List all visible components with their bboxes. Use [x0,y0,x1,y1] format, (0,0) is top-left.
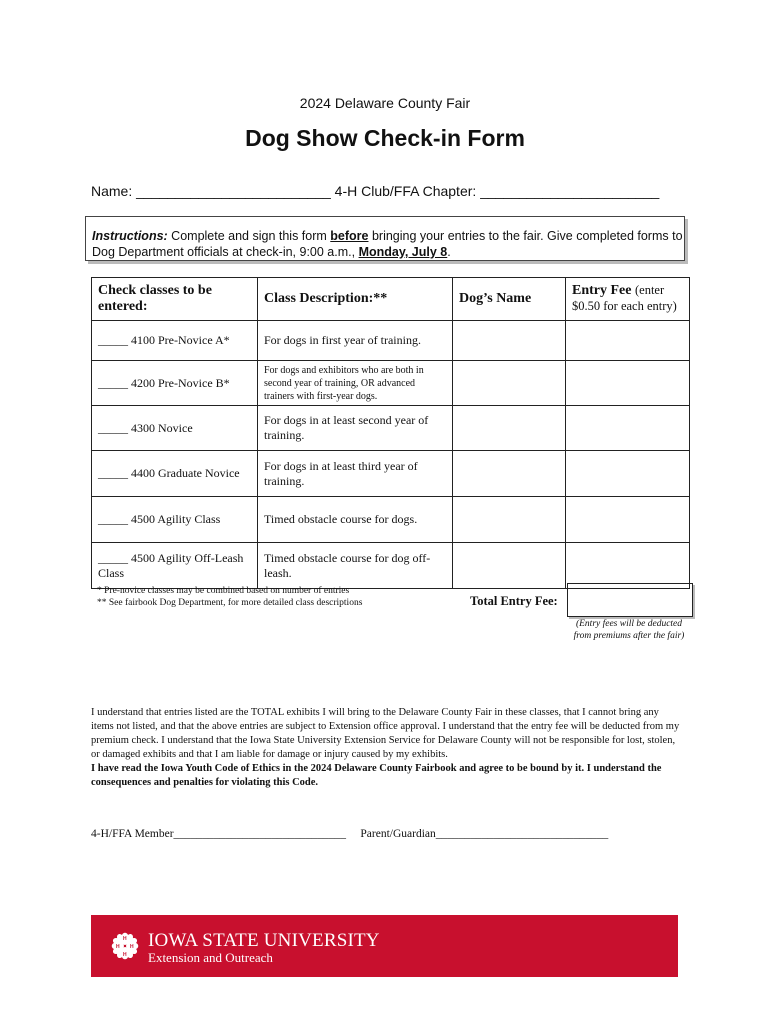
table-row [92,497,690,543]
fee-deduction-note: (Entry fees will be deducted from premiums after the fair) [573,619,685,641]
svg-text:H: H [116,944,120,950]
instructions-text: Complete and sign this form [167,229,331,243]
agreement-text [91,706,681,790]
class-cell[interactable]: _____ 4500 Agility Off-Leash Class [92,543,258,589]
dog-name-cell[interactable] [453,451,566,497]
instructions-box [85,216,685,261]
name-club-line [91,183,659,199]
table-row [92,543,690,589]
name-label: Name: [91,183,133,199]
fee-cell[interactable] [566,361,690,406]
header-classes: Check classes to be entered: [92,278,258,321]
instructions-label: Instructions: [92,229,168,243]
fee-cell[interactable] [566,451,690,497]
class-cell[interactable]: _____ 4400 Graduate Novice [92,451,258,497]
table-row [92,451,690,497]
description-cell: For dogs in first year of training. [258,321,453,361]
isu-wordmark: IOWA STATE UNIVERSITY [148,930,380,951]
dog-name-cell[interactable] [453,497,566,543]
isu-footer-band [91,915,678,977]
table-header-row [92,278,690,321]
table-notes [97,585,362,609]
note-fairbook: ** See fairbook Dog Department, for more detailed class descriptions [97,598,363,608]
svg-text:H: H [123,952,127,958]
signature-line [91,828,608,840]
check-in-date: Monday, July 8 [358,245,448,259]
table-row [92,361,690,406]
description-cell: For dogs in at least third year of training. [258,451,453,497]
fair-title: 2024 Delaware County Fair [299,95,471,111]
guardian-signature-field[interactable]: Parent/Guardian______________________________ [360,828,609,840]
header-fee-note: (enter $0.50 for each entry) [572,283,677,313]
svg-text:H: H [130,944,134,950]
header-description: Class Description:** [258,278,453,321]
class-cell[interactable]: _____ 4200 Pre-Novice B* [92,361,258,406]
header-fee-label: Entry Fee [572,283,632,298]
isu-unit-name: Extension and Outreach [148,950,273,965]
fee-cell[interactable] [566,543,690,589]
dog-name-cell[interactable] [453,406,566,451]
header-dog-name: Dog’s Name [453,278,566,321]
description-cell: For dogs and exhibitors who are both in second year of training, OR advanced trainers with first-year dogs. [258,361,453,406]
fee-cell[interactable] [566,406,690,451]
instructions-text-2: bringing your entries to the fair. Give completed forms to Dog Department officials at check-in, 9:00 a.m., [92,229,683,259]
name-field[interactable]: _________________________ [136,183,331,199]
description-cell: Timed obstacle course for dogs. [258,497,453,543]
fee-cell[interactable] [566,497,690,543]
4h-clover-icon [108,929,142,963]
class-cell[interactable]: _____ 4300 Novice [92,406,258,451]
dog-name-cell[interactable] [453,543,566,589]
instructions-end: . [447,245,451,259]
entry-table [91,277,690,589]
svg-text:H: H [123,936,127,942]
form-title: Dog Show Check-in Form [245,125,525,151]
total-fee-label: Total Entry Fee: [470,594,558,608]
dog-name-cell[interactable] [453,361,566,406]
table-row [92,406,690,451]
description-cell: For dogs in at least second year of training. [258,406,453,451]
club-field[interactable]: _______________________ [480,183,660,199]
class-cell[interactable]: _____ 4100 Pre-Novice A* [92,321,258,361]
total-fee-field[interactable] [567,583,693,617]
code-of-ethics-statement: I have read the Iowa Youth Code of Ethics in the 2024 Delaware County Fairbook and agree to be bound by it. I understand the consequences and penalties for violating this Code. [91,763,662,788]
class-cell[interactable]: _____ 4500 Agility Class [92,497,258,543]
note-pre-novice: * Pre-novice classes may be combined based on number of entries [97,586,350,596]
header-entry-fee [566,278,690,321]
fee-cell[interactable] [566,321,690,361]
dog-name-cell[interactable] [453,321,566,361]
table-row [92,321,690,361]
club-label: 4-H Club/FFA Chapter: [334,183,477,199]
description-cell: Timed obstacle course for dog off-leash. [258,543,453,589]
instructions-emphasis: before [330,229,369,243]
member-signature-field[interactable]: 4-H/FFA Member______________________________ [91,828,347,840]
agreement-body: I understand that entries listed are the TOTAL exhibits I will bring to the Delaware County Fair in these classes, that I cannot bring any items not listed, and that the above entries are subject to Extension office approval. I understand that the entry fee will be deducted from my premium check. I understand that the Iowa State University Extension Service for Delaware County will not be responsible for lost, stolen, or damaged exhibits and that I am liable for damage or injury caused by my exhibits. [91,707,680,760]
